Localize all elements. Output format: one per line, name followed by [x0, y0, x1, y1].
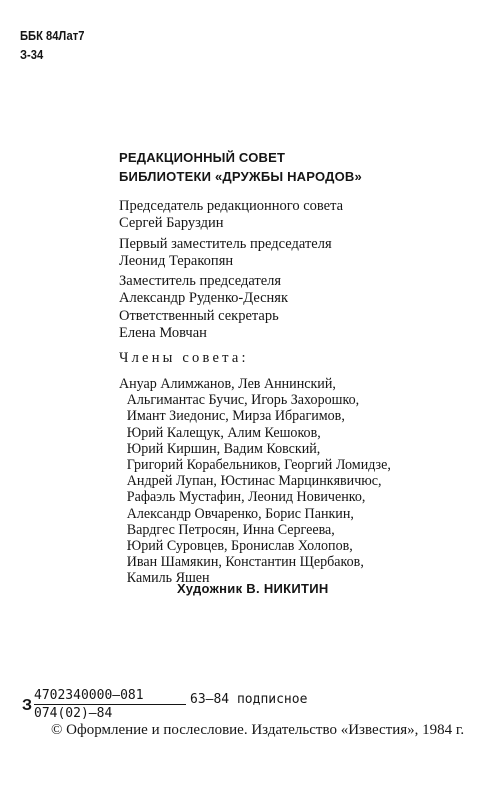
- position-role: Председатель редакционного совета: [119, 198, 344, 214]
- members-heading: Члены совета:: [119, 350, 249, 366]
- members-line: Камиль Яшен: [126, 570, 210, 587]
- code-prefix: З: [22, 697, 33, 714]
- members-line: Юрий Калещук, Алим Кешоков,: [126, 424, 321, 441]
- members-line: Ануар Алимжанов, Лев Аннинский,: [119, 376, 336, 392]
- chairman-block: [119, 198, 343, 232]
- members-line: Вардгес Петросян, Инна Сергеева,: [126, 521, 335, 538]
- members-line: Юрий Суровцев, Бронислав Холопов,: [126, 538, 353, 555]
- bbk-author-mark: З-34: [20, 47, 44, 62]
- editorial-board-title: [119, 148, 362, 186]
- position-role: Ответственный секретарь: [119, 308, 279, 324]
- code-fraction-rule: [34, 704, 186, 705]
- copyright-line: © Оформление и послесловие. Издательство «Известия», 1984 г.: [51, 722, 465, 738]
- position-name: Сергей Баруздин: [119, 215, 224, 231]
- members-line: Рафаэль Мустафин, Леонид Новиченко,: [126, 489, 366, 506]
- position-role: Первый заместитель председателя: [119, 236, 332, 252]
- secretary-block: [119, 308, 279, 342]
- bbk-classification: ББК 84Лат7: [20, 28, 85, 43]
- artist-credit: Художник В. НИКИТИН: [177, 581, 329, 596]
- members-line: Имант Зиедонис, Мирза Ибрагимов,: [126, 408, 345, 425]
- position-name: Леонид Теракопян: [119, 253, 234, 269]
- board-title-line-2: БИБЛИОТЕКИ «ДРУЖБЫ НАРОДОВ»: [119, 169, 362, 184]
- members-line: Юрий Киршин, Вадим Ковский,: [126, 440, 321, 457]
- members-line: Иван Шамякин, Константин Щербаков,: [126, 554, 364, 571]
- members-line: Андрей Лупан, Юстинас Марцинкявичюс,: [126, 473, 382, 490]
- position-name: Елена Мовчан: [119, 325, 207, 341]
- position-role: Заместитель председателя: [119, 273, 282, 289]
- board-title-line-1: РЕДАКЦИОННЫЙ СОВЕТ: [119, 150, 286, 165]
- members-list: [119, 376, 391, 587]
- members-line: Григорий Корабельников, Георгий Ломидзе,: [126, 457, 391, 474]
- code-numerator: 4702340000—081: [34, 688, 144, 703]
- code-tail: 63—84 подписное: [190, 692, 308, 707]
- bbk-index: [20, 26, 84, 64]
- first-deputy-block: [119, 236, 332, 270]
- deputy-block: [119, 273, 288, 307]
- members-line: Альгимантас Бучис, Игорь Захорошко,: [126, 392, 360, 409]
- position-name: Александр Руденко-Десняк: [119, 290, 289, 306]
- code-denominator: 074(02)—84: [34, 706, 113, 721]
- members-line: Александр Овчаренко, Борис Панкин,: [126, 505, 354, 522]
